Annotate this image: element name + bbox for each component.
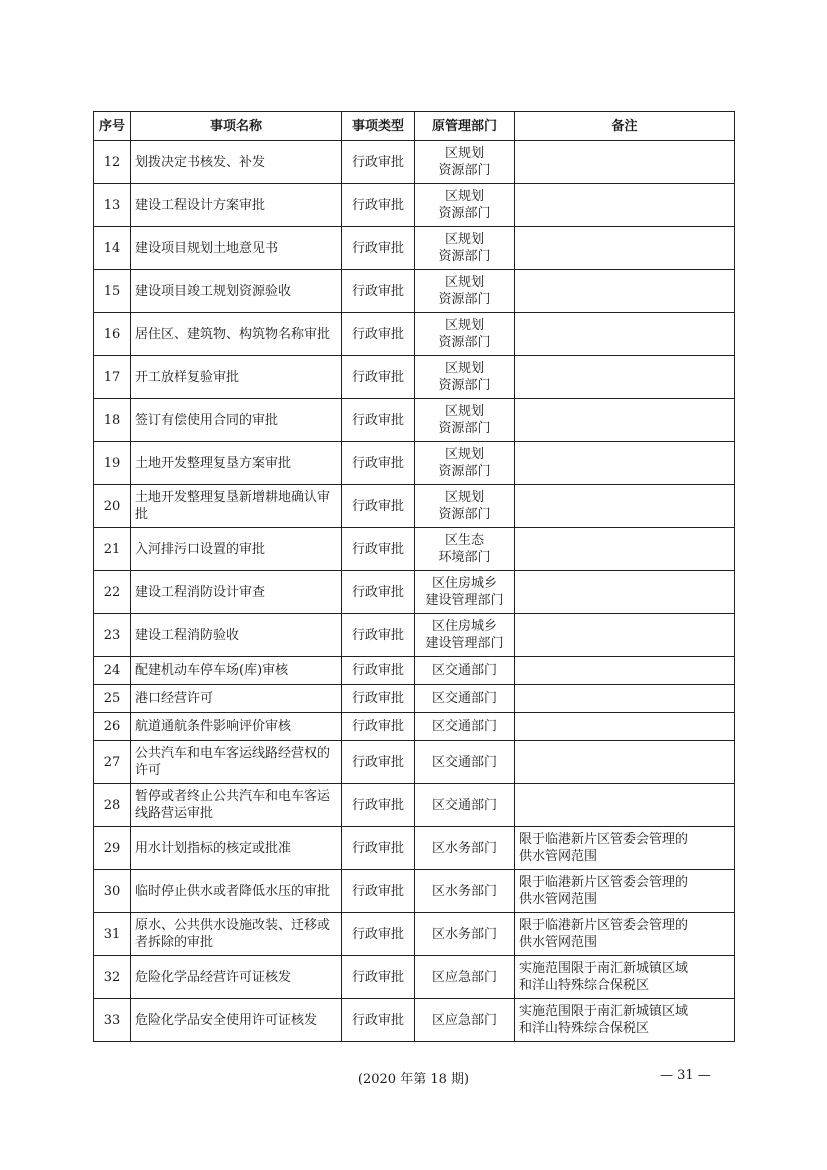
item-name: 原水、公共供水设施改装、迁移或者拆除的审批	[131, 913, 342, 956]
dept-line: 区规划	[444, 361, 484, 376]
remarks	[515, 528, 735, 571]
item-name: 临时停止供水或者降低水压的审批	[131, 870, 342, 913]
item-name: 建设项目规划土地意见书	[131, 227, 342, 270]
original-dept	[415, 657, 515, 685]
remarks	[515, 442, 735, 485]
dept-line: 区水务部门	[431, 926, 497, 942]
row-number: 26	[94, 713, 131, 741]
row-number: 29	[94, 827, 131, 870]
original-dept	[415, 399, 515, 442]
table-row	[94, 827, 735, 870]
row-number: 13	[94, 184, 131, 227]
item-type: 行政审批	[342, 399, 415, 442]
dept-line: 资源部门	[438, 163, 491, 178]
dept-line: 区应急部门	[431, 1012, 497, 1028]
row-number: 19	[94, 442, 131, 485]
item-name: 航道通航条件影响评价审核	[131, 713, 342, 741]
row-number: 17	[94, 356, 131, 399]
item-type: 行政审批	[342, 485, 415, 528]
table-row	[94, 913, 735, 956]
dept-line: 区规划	[444, 404, 484, 419]
dept-line: 区交通部门	[431, 663, 497, 678]
remark-line: 和洋山特殊综合保税区	[519, 978, 650, 993]
dept-line: 区水务部门	[431, 883, 497, 899]
dept-line: 资源部门	[438, 507, 491, 522]
original-dept	[415, 713, 515, 741]
table-row	[94, 485, 735, 528]
item-name: 用水计划指标的核定或批准	[131, 827, 342, 870]
remarks	[515, 184, 735, 227]
item-name: 公共汽车和电车客运线路经营权的许可	[131, 741, 342, 784]
dept-line: 资源部门	[438, 378, 491, 393]
row-number: 28	[94, 784, 131, 827]
dept-line: 区住房城乡	[431, 576, 497, 591]
item-type: 行政审批	[342, 227, 415, 270]
dept-line: 建设管理部门	[425, 593, 504, 608]
item-type: 行政审批	[342, 784, 415, 827]
row-number: 30	[94, 870, 131, 913]
header-item-type: 事项类型	[342, 112, 415, 141]
table-row	[94, 399, 735, 442]
table-row	[94, 270, 735, 313]
header-no: 序号	[94, 112, 131, 141]
original-dept	[415, 956, 515, 999]
item-type: 行政审批	[342, 313, 415, 356]
table-row	[94, 784, 735, 827]
remarks	[515, 685, 735, 713]
remarks	[515, 870, 735, 913]
item-type: 行政审批	[342, 442, 415, 485]
remarks	[515, 141, 735, 184]
item-name: 暂停或者终止公共汽车和电车客运线路营运审批	[131, 784, 342, 827]
item-name: 土地开发整理复垦新增耕地确认审批	[131, 485, 342, 528]
remarks	[515, 713, 735, 741]
dept-line: 资源部门	[438, 464, 491, 479]
item-type: 行政审批	[342, 713, 415, 741]
row-number: 18	[94, 399, 131, 442]
original-dept	[415, 313, 515, 356]
dept-line: 资源部门	[438, 206, 491, 221]
dept-line: 区住房城乡	[431, 619, 497, 634]
dept-line: 区生态	[444, 533, 484, 548]
dept-line: 区规划	[444, 275, 484, 290]
original-dept	[415, 685, 515, 713]
dept-line: 环境部门	[438, 550, 491, 565]
remarks	[515, 784, 735, 827]
remark-line: 供水管网范围	[519, 935, 598, 950]
dept-line: 区交通部门	[431, 719, 497, 734]
dept-line: 区规划	[444, 232, 484, 247]
remark-line: 限于临港新片区管委会管理的	[519, 875, 689, 890]
issue-label: (2020 年第 18 期)	[357, 1072, 470, 1087]
table-row	[94, 313, 735, 356]
item-type: 行政审批	[342, 528, 415, 571]
remarks	[515, 485, 735, 528]
dept-line: 资源部门	[438, 421, 491, 436]
dept-line: 区交通部门	[431, 691, 497, 706]
remarks	[515, 270, 735, 313]
row-number: 20	[94, 485, 131, 528]
table-row	[94, 571, 735, 614]
item-name: 危险化学品经营许可证核发	[131, 956, 342, 999]
items-table	[93, 111, 735, 1042]
table-row	[94, 657, 735, 685]
original-dept	[415, 870, 515, 913]
remark-line: 限于临港新片区管委会管理的	[519, 832, 689, 847]
dept-line: 建设管理部门	[425, 636, 504, 651]
remark-line: 供水管网范围	[519, 849, 598, 864]
original-dept	[415, 270, 515, 313]
original-dept	[415, 913, 515, 956]
row-number: 21	[94, 528, 131, 571]
table-row	[94, 356, 735, 399]
original-dept	[415, 741, 515, 784]
item-type: 行政审批	[342, 999, 415, 1042]
item-type: 行政审批	[342, 571, 415, 614]
item-name: 危险化学品安全使用许可证核发	[131, 999, 342, 1042]
item-type: 行政审批	[342, 685, 415, 713]
item-type: 行政审批	[342, 184, 415, 227]
table-row	[94, 713, 735, 741]
item-type: 行政审批	[342, 141, 415, 184]
dept-line: 区规划	[444, 146, 484, 161]
table-row	[94, 528, 735, 571]
item-name: 入河排污口设置的审批	[131, 528, 342, 571]
dept-line: 区规划	[444, 447, 484, 462]
page-number: — 31 —	[660, 1068, 711, 1083]
table-row	[94, 442, 735, 485]
row-number: 22	[94, 571, 131, 614]
remark-line: 实施范围限于南汇新城镇区域	[519, 1004, 689, 1019]
item-type: 行政审批	[342, 913, 415, 956]
remarks	[515, 657, 735, 685]
table-row	[94, 685, 735, 713]
dept-line: 区规划	[444, 490, 484, 505]
dept-line: 区规划	[444, 318, 484, 333]
row-number: 32	[94, 956, 131, 999]
row-number: 27	[94, 741, 131, 784]
dept-line: 资源部门	[438, 335, 491, 350]
header-remarks: 备注	[515, 112, 735, 141]
remarks	[515, 356, 735, 399]
original-dept	[415, 614, 515, 657]
table-row	[94, 999, 735, 1042]
row-number: 16	[94, 313, 131, 356]
table-body	[94, 141, 735, 1042]
original-dept	[415, 227, 515, 270]
original-dept	[415, 827, 515, 870]
item-type: 行政审批	[342, 956, 415, 999]
item-name: 港口经营许可	[131, 685, 342, 713]
remark-line: 限于临港新片区管委会管理的	[519, 918, 689, 933]
item-name: 土地开发整理复垦方案审批	[131, 442, 342, 485]
row-number: 14	[94, 227, 131, 270]
remarks	[515, 999, 735, 1042]
row-number: 31	[94, 913, 131, 956]
remark-line: 实施范围限于南汇新城镇区域	[519, 961, 689, 976]
table-row	[94, 741, 735, 784]
original-dept	[415, 528, 515, 571]
item-name: 签订有偿使用合同的审批	[131, 399, 342, 442]
row-number: 33	[94, 999, 131, 1042]
header-original-dept: 原管理部门	[415, 112, 515, 141]
item-name: 建设工程消防验收	[131, 614, 342, 657]
remarks	[515, 913, 735, 956]
item-name: 居住区、建筑物、构筑物名称审批	[131, 313, 342, 356]
original-dept	[415, 571, 515, 614]
row-number: 15	[94, 270, 131, 313]
item-name: 建设项目竣工规划资源验收	[131, 270, 342, 313]
remarks	[515, 313, 735, 356]
remarks	[515, 227, 735, 270]
dept-line: 资源部门	[438, 249, 491, 264]
header-item-name: 事项名称	[131, 112, 342, 141]
table-row	[94, 614, 735, 657]
dept-line: 区应急部门	[431, 969, 497, 985]
dept-line: 区交通部门	[431, 797, 497, 813]
dept-line: 区水务部门	[431, 840, 497, 856]
table-row	[94, 956, 735, 999]
item-type: 行政审批	[342, 614, 415, 657]
row-number: 23	[94, 614, 131, 657]
dept-line: 区交通部门	[431, 754, 497, 770]
original-dept	[415, 442, 515, 485]
table-row	[94, 870, 735, 913]
remarks	[515, 399, 735, 442]
original-dept	[415, 999, 515, 1042]
item-type: 行政审批	[342, 870, 415, 913]
row-number: 12	[94, 141, 131, 184]
item-type: 行政审批	[342, 270, 415, 313]
remarks	[515, 741, 735, 784]
remark-line: 供水管网范围	[519, 892, 598, 907]
row-number: 24	[94, 657, 131, 685]
table-header-row	[94, 112, 735, 141]
item-type: 行政审批	[342, 741, 415, 784]
remarks	[515, 956, 735, 999]
table-row	[94, 141, 735, 184]
original-dept	[415, 184, 515, 227]
item-name: 开工放样复验审批	[131, 356, 342, 399]
remarks	[515, 827, 735, 870]
dept-line: 区规划	[444, 189, 484, 204]
item-type: 行政审批	[342, 657, 415, 685]
original-dept	[415, 356, 515, 399]
item-name: 建设工程消防设计审查	[131, 571, 342, 614]
item-name: 划拨决定书核发、补发	[131, 141, 342, 184]
table-row	[94, 227, 735, 270]
item-name: 配建机动车停车场(库)审核	[131, 657, 342, 685]
original-dept	[415, 141, 515, 184]
row-number: 25	[94, 685, 131, 713]
item-type: 行政审批	[342, 356, 415, 399]
item-name: 建设工程设计方案审批	[131, 184, 342, 227]
remark-line: 和洋山特殊综合保税区	[519, 1021, 650, 1036]
table-row	[94, 184, 735, 227]
original-dept	[415, 784, 515, 827]
dept-line: 资源部门	[438, 292, 491, 307]
remarks	[515, 614, 735, 657]
remarks	[515, 571, 735, 614]
item-type: 行政审批	[342, 827, 415, 870]
original-dept	[415, 485, 515, 528]
